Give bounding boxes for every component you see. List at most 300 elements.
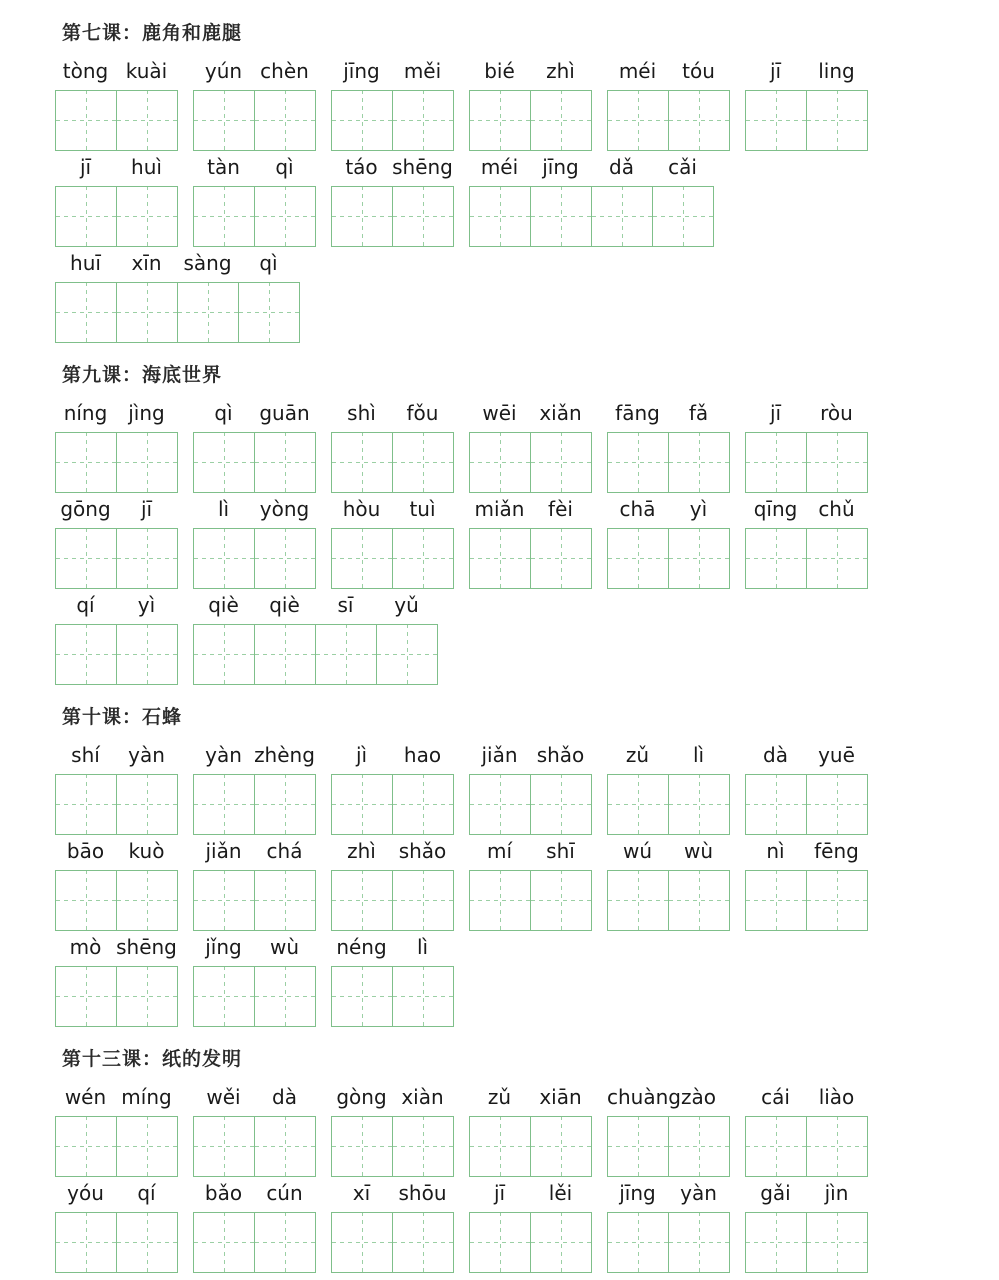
pinyin-syllable: táo <box>345 155 378 179</box>
pinyin-syllable: dà <box>763 743 788 767</box>
pinyin-syllable: měi <box>403 59 442 83</box>
writing-cell[interactable] <box>117 529 178 588</box>
pinyin-syllable: chuàng <box>607 1085 681 1109</box>
writing-grid <box>331 1212 454 1273</box>
writing-cell[interactable] <box>332 1213 393 1272</box>
pinyin-syllable: chǔ <box>818 497 855 521</box>
pinyin-syllable: lì <box>416 935 429 959</box>
word-box <box>193 400 315 494</box>
pinyin-syllable: lěi <box>548 1181 573 1205</box>
pinyin-syllable: dà <box>272 1085 297 1109</box>
writing-cell[interactable] <box>531 1213 592 1272</box>
writing-cell[interactable] <box>531 775 592 834</box>
writing-cell[interactable] <box>608 1117 669 1176</box>
word-box <box>193 1180 315 1274</box>
writing-grid <box>469 90 592 151</box>
writing-cell[interactable] <box>746 433 807 492</box>
pinyin-syllable: zǔ <box>487 1085 512 1109</box>
pinyin-syllable: qīng <box>753 497 798 521</box>
word-box <box>331 742 453 836</box>
lesson-title: 第十课：石蜂 <box>62 706 183 728</box>
word-box <box>331 838 453 932</box>
writing-cell[interactable] <box>746 775 807 834</box>
writing-cell[interactable] <box>194 1213 255 1272</box>
writing-cell[interactable] <box>255 187 316 246</box>
writing-cell[interactable] <box>746 871 807 930</box>
writing-grid <box>469 186 714 247</box>
writing-cell[interactable] <box>470 187 531 246</box>
pinyin-syllable: wén <box>64 1085 107 1109</box>
pinyin-syllable: xiān <box>539 1085 582 1109</box>
pinyin-syllable: mò <box>69 935 102 959</box>
pinyin-syllable: gōng <box>60 497 111 521</box>
pinyin-syllable: wēi <box>482 401 517 425</box>
word-box <box>745 1084 867 1178</box>
word-box <box>55 496 177 590</box>
pinyin-syllable: qí <box>76 593 95 617</box>
writing-cell[interactable] <box>332 529 393 588</box>
pinyin-syllable: yòng <box>259 497 310 521</box>
writing-cell[interactable] <box>531 1117 592 1176</box>
pinyin-syllable: jī <box>769 401 782 425</box>
pinyin-syllable: yǔ <box>394 593 419 617</box>
pinyin-syllable: zhèng <box>254 743 315 767</box>
pinyin-syllable: fēng <box>814 839 859 863</box>
writing-cell[interactable] <box>393 1213 454 1272</box>
writing-cell[interactable] <box>669 529 730 588</box>
writing-grid <box>469 1212 592 1273</box>
writing-cell[interactable] <box>117 1117 178 1176</box>
writing-grid <box>331 1116 454 1177</box>
writing-cell[interactable] <box>393 967 454 1026</box>
writing-cell[interactable] <box>531 91 592 150</box>
writing-cell[interactable] <box>117 433 178 492</box>
writing-cell[interactable] <box>807 1117 868 1176</box>
pinyin-syllable: jī <box>769 59 782 83</box>
pinyin-syllable: shǎo <box>536 743 585 767</box>
writing-grid <box>55 1212 178 1273</box>
word-box <box>469 838 591 932</box>
writing-grid <box>55 528 178 589</box>
writing-cell[interactable] <box>608 1213 669 1272</box>
writing-grid <box>193 624 438 685</box>
word-box <box>745 58 867 152</box>
word-box <box>745 400 867 494</box>
pinyin-syllable: tóu <box>682 59 715 83</box>
writing-cell[interactable] <box>117 187 178 246</box>
writing-grid <box>193 966 316 1027</box>
pinyin-syllable: ròu <box>820 401 853 425</box>
writing-cell[interactable] <box>531 871 592 930</box>
writing-grid <box>193 870 316 931</box>
word-box <box>193 154 315 248</box>
writing-cell[interactable] <box>332 871 393 930</box>
writing-cell[interactable] <box>332 187 393 246</box>
pinyin-syllable: shí <box>71 743 100 767</box>
word-box <box>55 1084 177 1178</box>
pinyin-syllable: fāng <box>615 401 660 425</box>
word-box <box>55 838 177 932</box>
writing-grid <box>55 90 178 151</box>
word-box <box>331 496 453 590</box>
writing-cell[interactable] <box>255 775 316 834</box>
writing-cell[interactable] <box>56 283 117 342</box>
pinyin-syllable: néng <box>336 935 387 959</box>
writing-cell[interactable] <box>56 871 117 930</box>
writing-grid <box>745 1212 868 1273</box>
pinyin-syllable: shōu <box>398 1181 447 1205</box>
writing-cell[interactable] <box>239 283 300 342</box>
pinyin-syllable: xiǎn <box>539 401 582 425</box>
writing-cell[interactable] <box>393 433 454 492</box>
writing-grid <box>607 90 730 151</box>
writing-grid <box>607 432 730 493</box>
writing-grid <box>607 870 730 931</box>
writing-cell[interactable] <box>117 1213 178 1272</box>
writing-cell[interactable] <box>531 187 592 246</box>
word-box <box>607 1180 729 1274</box>
writing-grid <box>331 186 454 247</box>
writing-cell[interactable] <box>194 187 255 246</box>
writing-cell[interactable] <box>669 1213 730 1272</box>
writing-grid <box>607 1116 730 1177</box>
writing-cell[interactable] <box>56 529 117 588</box>
word-box <box>331 934 453 1028</box>
writing-grid <box>331 966 454 1027</box>
writing-cell[interactable] <box>255 1213 316 1272</box>
pinyin-syllable: cái <box>761 1085 790 1109</box>
pinyin-syllable: yàn <box>128 743 165 767</box>
pinyin-syllable: yún <box>204 59 243 83</box>
pinyin-syllable: chá <box>266 839 303 863</box>
writing-grid <box>469 1116 592 1177</box>
pinyin-syllable: zhì <box>546 59 575 83</box>
pinyin-syllable: jī <box>79 155 92 179</box>
writing-cell[interactable] <box>653 187 714 246</box>
writing-cell[interactable] <box>255 625 316 684</box>
writing-cell[interactable] <box>255 967 316 1026</box>
writing-grid <box>745 870 868 931</box>
writing-cell[interactable] <box>194 91 255 150</box>
pinyin-syllable: tàn <box>207 155 240 179</box>
writing-grid <box>55 186 178 247</box>
pinyin-syllable: tuì <box>409 497 436 521</box>
word-box <box>55 58 177 152</box>
word-box <box>55 250 299 344</box>
word-box <box>331 1180 453 1274</box>
writing-cell[interactable] <box>608 529 669 588</box>
word-box <box>331 1084 453 1178</box>
lesson-title: 第七课：鹿角和鹿腿 <box>62 22 243 44</box>
pinyin-syllable: lì <box>692 743 705 767</box>
writing-cell[interactable] <box>393 871 454 930</box>
writing-cell[interactable] <box>746 1117 807 1176</box>
pinyin-syllable: kuò <box>128 839 165 863</box>
writing-cell[interactable] <box>194 967 255 1026</box>
writing-cell[interactable] <box>56 1213 117 1272</box>
writing-grid <box>193 186 316 247</box>
pinyin-syllable: shī <box>546 839 575 863</box>
writing-grid <box>469 774 592 835</box>
writing-cell[interactable] <box>255 91 316 150</box>
writing-cell[interactable] <box>56 775 117 834</box>
writing-cell[interactable] <box>56 625 117 684</box>
writing-cell[interactable] <box>608 775 669 834</box>
pinyin-syllable: yì <box>137 593 156 617</box>
writing-grid <box>745 774 868 835</box>
writing-cell[interactable] <box>332 1117 393 1176</box>
pinyin-syllable: tòng <box>62 59 109 83</box>
pinyin-syllable: qì <box>214 401 233 425</box>
pinyin-syllable: fǎ <box>688 401 709 425</box>
word-box <box>193 838 315 932</box>
pinyin-syllable: mí <box>486 839 513 863</box>
writing-cell[interactable] <box>807 775 868 834</box>
word-box <box>745 742 867 836</box>
writing-cell[interactable] <box>393 529 454 588</box>
writing-cell[interactable] <box>117 871 178 930</box>
pinyin-syllable: miǎn <box>474 497 525 521</box>
writing-grid <box>193 1212 316 1273</box>
word-box <box>193 934 315 1028</box>
writing-grid <box>607 1212 730 1273</box>
pinyin-syllable: wù <box>269 935 300 959</box>
writing-cell[interactable] <box>332 433 393 492</box>
pinyin-syllable: kuài <box>125 59 168 83</box>
writing-cell[interactable] <box>255 1117 316 1176</box>
word-box <box>469 496 591 590</box>
writing-cell[interactable] <box>470 433 531 492</box>
writing-grid <box>331 870 454 931</box>
writing-cell[interactable] <box>194 1117 255 1176</box>
writing-grid <box>55 774 178 835</box>
pinyin-syllable: zhì <box>347 839 376 863</box>
writing-cell[interactable] <box>117 967 178 1026</box>
pinyin-syllable: níng <box>63 401 108 425</box>
pinyin-syllable: jìn <box>824 1181 849 1205</box>
writing-cell[interactable] <box>117 91 178 150</box>
word-box <box>331 58 453 152</box>
pinyin-syllable: sī <box>337 593 354 617</box>
writing-grid <box>193 528 316 589</box>
pinyin-syllable: jī <box>493 1181 506 1205</box>
pinyin-syllable: yì <box>689 497 708 521</box>
writing-grid <box>55 870 178 931</box>
writing-cell[interactable] <box>669 871 730 930</box>
writing-grid <box>331 90 454 151</box>
writing-cell[interactable] <box>56 967 117 1026</box>
writing-cell[interactable] <box>377 625 438 684</box>
writing-cell[interactable] <box>255 433 316 492</box>
writing-cell[interactable] <box>255 871 316 930</box>
pinyin-syllable: yuē <box>818 743 855 767</box>
writing-cell[interactable] <box>56 91 117 150</box>
word-box <box>55 154 177 248</box>
writing-cell[interactable] <box>194 871 255 930</box>
writing-cell[interactable] <box>470 775 531 834</box>
writing-cell[interactable] <box>194 625 255 684</box>
pinyin-syllable: bié <box>484 59 515 83</box>
word-box <box>745 838 867 932</box>
writing-cell[interactable] <box>332 967 393 1026</box>
pinyin-syllable: qì <box>259 251 278 275</box>
writing-grid <box>331 774 454 835</box>
writing-cell[interactable] <box>608 91 669 150</box>
writing-grid <box>193 1116 316 1177</box>
writing-cell[interactable] <box>56 1117 117 1176</box>
pinyin-syllable: jiǎn <box>481 743 518 767</box>
lesson-title: 第十三课：纸的发明 <box>62 1048 243 1070</box>
writing-cell[interactable] <box>117 283 178 342</box>
writing-cell[interactable] <box>807 433 868 492</box>
writing-cell[interactable] <box>393 775 454 834</box>
pinyin-syllable: jī <box>140 497 153 521</box>
word-box <box>55 934 177 1028</box>
word-box <box>55 592 177 686</box>
writing-cell[interactable] <box>332 775 393 834</box>
word-box <box>607 496 729 590</box>
writing-cell[interactable] <box>470 871 531 930</box>
word-box <box>55 1180 177 1274</box>
writing-cell[interactable] <box>332 91 393 150</box>
writing-cell[interactable] <box>669 91 730 150</box>
pinyin-syllable: yóu <box>67 1181 104 1205</box>
pinyin-syllable: chèn <box>260 59 309 83</box>
pinyin-syllable: wěi <box>206 1085 241 1109</box>
writing-cell[interactable] <box>194 433 255 492</box>
pinyin-syllable: jīng <box>542 155 579 179</box>
writing-cell[interactable] <box>807 1213 868 1272</box>
word-box <box>55 742 177 836</box>
pinyin-syllable: hao <box>403 743 442 767</box>
word-box <box>331 400 453 494</box>
word-box <box>469 1180 591 1274</box>
writing-grid <box>55 1116 178 1177</box>
pinyin-syllable: jì <box>355 743 368 767</box>
writing-cell[interactable] <box>669 1117 730 1176</box>
writing-cell[interactable] <box>531 529 592 588</box>
writing-cell[interactable] <box>194 775 255 834</box>
pinyin-syllable: jīng <box>619 1181 656 1205</box>
word-box <box>469 58 591 152</box>
writing-cell[interactable] <box>194 529 255 588</box>
pinyin-syllable: hòu <box>342 497 381 521</box>
writing-cell[interactable] <box>56 433 117 492</box>
writing-cell[interactable] <box>531 433 592 492</box>
writing-cell[interactable] <box>255 529 316 588</box>
word-box <box>607 58 729 152</box>
writing-cell[interactable] <box>56 187 117 246</box>
word-box <box>607 838 729 932</box>
writing-cell[interactable] <box>393 1117 454 1176</box>
writing-cell[interactable] <box>470 1117 531 1176</box>
pinyin-syllable: fǒu <box>406 401 439 425</box>
word-box <box>331 154 453 248</box>
writing-cell[interactable] <box>746 1213 807 1272</box>
word-box <box>55 400 177 494</box>
writing-grid <box>607 774 730 835</box>
writing-cell[interactable] <box>178 283 239 342</box>
word-box <box>193 1084 315 1178</box>
pinyin-syllable: qiè <box>269 593 300 617</box>
writing-cell[interactable] <box>669 433 730 492</box>
writing-cell[interactable] <box>608 433 669 492</box>
writing-grid <box>607 528 730 589</box>
pinyin-syllable: wú <box>622 839 653 863</box>
word-box <box>193 742 315 836</box>
writing-cell[interactable] <box>807 529 868 588</box>
writing-cell[interactable] <box>807 871 868 930</box>
writing-cell[interactable] <box>746 529 807 588</box>
writing-cell[interactable] <box>746 91 807 150</box>
pinyin-syllable: ling <box>818 59 855 83</box>
word-box <box>745 1180 867 1274</box>
pinyin-syllable: dǎ <box>609 155 634 179</box>
pinyin-syllable: huì <box>131 155 162 179</box>
pinyin-syllable: shǎo <box>398 839 447 863</box>
writing-grid <box>469 528 592 589</box>
writing-cell[interactable] <box>608 871 669 930</box>
pinyin-syllable: shēng <box>392 155 453 179</box>
word-box <box>193 58 315 152</box>
pinyin-syllable: yàn <box>680 1181 717 1205</box>
pinyin-syllable: fèi <box>548 497 573 521</box>
pinyin-syllable: sàng <box>183 251 232 275</box>
pinyin-syllable: jìng <box>128 401 165 425</box>
writing-cell[interactable] <box>807 91 868 150</box>
pinyin-syllable: cǎi <box>668 155 697 179</box>
pinyin-syllable: méi <box>480 155 519 179</box>
pinyin-syllable: yàn <box>205 743 242 767</box>
pinyin-syllable: huī <box>70 251 101 275</box>
pinyin-syllable: cún <box>266 1181 303 1205</box>
writing-cell[interactable] <box>117 625 178 684</box>
writing-cell[interactable] <box>470 91 531 150</box>
pinyin-syllable: jiǎn <box>205 839 242 863</box>
pinyin-syllable: xīn <box>131 251 162 275</box>
writing-grid <box>745 1116 868 1177</box>
writing-cell[interactable] <box>592 187 653 246</box>
word-box <box>469 1084 591 1178</box>
writing-cell[interactable] <box>117 775 178 834</box>
word-box <box>193 496 315 590</box>
writing-grid <box>193 90 316 151</box>
pinyin-syllable: shì <box>347 401 376 425</box>
pinyin-syllable: lì <box>217 497 230 521</box>
writing-cell[interactable] <box>393 187 454 246</box>
writing-grid <box>55 624 178 685</box>
writing-grid <box>745 90 868 151</box>
word-box <box>469 742 591 836</box>
writing-cell[interactable] <box>470 529 531 588</box>
pinyin-syllable: qì <box>275 155 294 179</box>
pinyin-syllable: méi <box>618 59 657 83</box>
pinyin-syllable: shēng <box>116 935 177 959</box>
word-box <box>607 742 729 836</box>
writing-cell[interactable] <box>470 1213 531 1272</box>
pinyin-syllable: bǎo <box>204 1181 243 1205</box>
writing-grid <box>745 432 868 493</box>
pinyin-syllable: qí <box>137 1181 156 1205</box>
pinyin-syllable: qiè <box>208 593 239 617</box>
writing-grid <box>331 528 454 589</box>
writing-cell[interactable] <box>393 91 454 150</box>
writing-cell[interactable] <box>669 775 730 834</box>
writing-cell[interactable] <box>316 625 377 684</box>
word-box <box>469 154 713 248</box>
writing-grid <box>193 432 316 493</box>
writing-grid <box>55 966 178 1027</box>
